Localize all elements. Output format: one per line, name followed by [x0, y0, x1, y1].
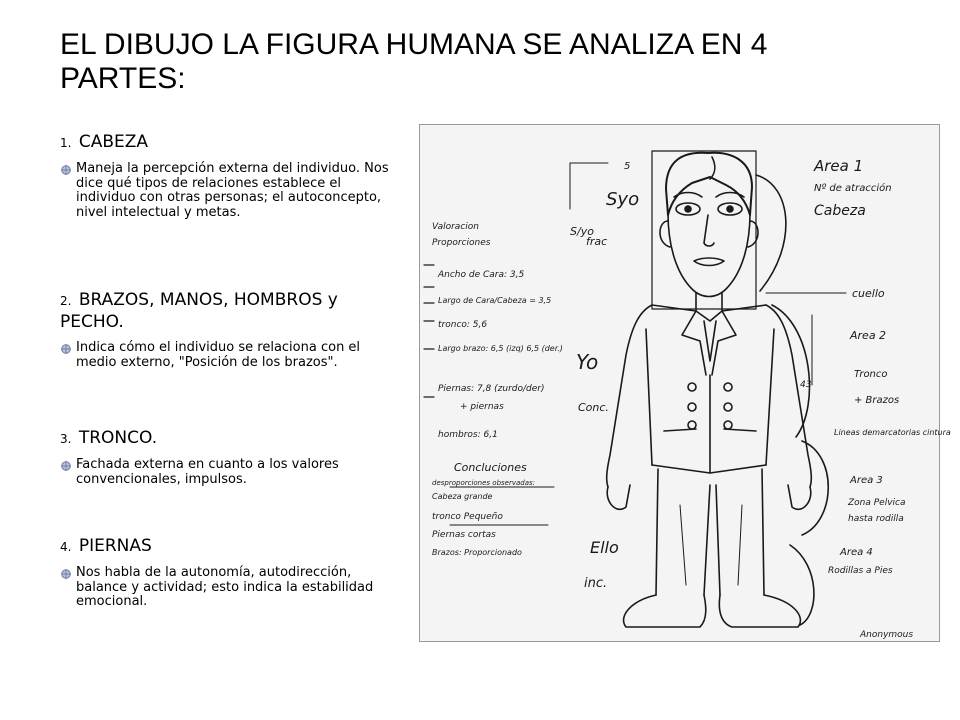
pelvic-bracket	[802, 441, 828, 535]
annotation-m1: Ancho de Cara: 3,5	[438, 270, 525, 280]
annotation-area2-part2: + Brazos	[854, 395, 900, 406]
annotation-m5: Piernas: 7,8 (zurdo/der)	[438, 384, 545, 394]
nose	[704, 215, 714, 246]
section-brazos	[60, 290, 400, 370]
annotation-inc: inc.	[584, 576, 608, 591]
annotation-area1: Area 1	[814, 157, 864, 175]
bullet-text: Maneja la percepción externa del individuo. Nos dice qué tipos de relaciones establece el individuo con otras personas; el autoconcepto, nivel intelectual y metas.	[76, 161, 389, 220]
annotation-area3-part1: Zona Pelvica	[848, 498, 906, 508]
annotation-area1-note: Nº de atracción	[814, 183, 892, 194]
section-number: 4.	[60, 540, 72, 554]
annotation-signature: Anonymous	[860, 630, 914, 640]
annotation-c3: tronco Pequeño	[432, 512, 503, 522]
human-figure-drawing	[419, 124, 951, 642]
legs-bracket	[790, 545, 814, 625]
head-bracket	[756, 175, 786, 291]
annotation-ello: Ello	[590, 538, 619, 557]
bullet-marks	[424, 265, 434, 397]
annotation-valoracion: Valoracion	[432, 222, 479, 232]
section-tronco	[60, 428, 400, 487]
section-title: TRONCO.	[78, 428, 158, 448]
section-number: 2.	[60, 294, 72, 308]
annotation-area3: Area 3	[850, 475, 883, 486]
bullet-text: Indica cómo el individuo se relaciona con el medio externo, "Posición de los brazos".	[76, 340, 361, 370]
section-title: CABEZA	[78, 132, 149, 152]
button	[724, 421, 732, 429]
section-heading	[60, 428, 400, 450]
annotation-syo: Syo	[606, 189, 640, 210]
button	[688, 421, 696, 429]
mouth	[694, 258, 724, 266]
bullet-item	[60, 341, 400, 370]
bullet-marker-icon	[60, 460, 72, 472]
face-outline	[668, 213, 750, 297]
annotation-n5: 5	[624, 161, 631, 172]
annotation-frac: frac	[586, 235, 608, 248]
annotation-m4: Largo brazo: 6,5 (izq) 6,5 (der.)	[438, 344, 563, 353]
annotation-area2-part1: Tronco	[854, 369, 888, 380]
left-shoe	[624, 595, 706, 627]
right-pupil	[727, 206, 733, 212]
drawing-annotations	[432, 157, 951, 640]
annotation-area3-part2: hasta rodilla	[848, 514, 904, 524]
right-hand	[788, 485, 811, 509]
drawing-canvas	[420, 125, 951, 641]
right-shoe	[719, 595, 800, 627]
bullet-text: Nos habla de la autonomía, autodirección, balance y actividad; esto indica la estabilidad emocional.	[76, 565, 374, 609]
annotation-c2: Cabeza grande	[432, 492, 493, 501]
section-piernas	[60, 536, 400, 610]
annotation-conclusiones: Concluciones	[454, 461, 527, 474]
left-pupil	[685, 206, 691, 212]
bullet-text: Fachada externa en cuanto a los valores convencionales, impulsos.	[76, 457, 339, 487]
section-heading	[60, 290, 400, 333]
button	[724, 383, 732, 391]
button	[688, 383, 696, 391]
bullet-item	[60, 458, 400, 487]
left-hand	[607, 485, 630, 509]
annotation-area2: Area 2	[850, 329, 887, 342]
bullet-item	[60, 566, 400, 610]
annotation-m2: Largo de Cara/Cabeza = 3,5	[438, 296, 552, 305]
annotation-m3: tronco: 5,6	[438, 320, 488, 330]
measure-lines	[570, 163, 608, 209]
section-number: 1.	[60, 136, 72, 150]
annotation-lineas: Lineas demarcatorias cintura	[834, 428, 951, 437]
annotation-proporciones: Proporciones	[432, 238, 491, 248]
annotation-m5b: + piernas	[460, 402, 504, 412]
jacket-hem	[652, 465, 766, 473]
annotation-conc: Conc.	[578, 401, 609, 414]
annotation-cuello: cuello	[852, 287, 885, 300]
annotation-c1: desproporciones observadas:	[432, 479, 536, 487]
section-number: 3.	[60, 432, 72, 446]
annotation-c5: Brazos: Proporcionado	[432, 548, 522, 557]
slide-title: EL DIBUJO LA FIGURA HUMANA SE ANALIZA EN 4 PARTES:	[60, 28, 768, 95]
hair-part	[710, 157, 715, 179]
annotation-area1-part: Cabeza	[814, 203, 866, 219]
bullet-marker-icon	[60, 568, 72, 580]
bullet-marker-icon	[60, 343, 72, 355]
button	[724, 403, 732, 411]
legs	[656, 469, 764, 595]
shoulders	[652, 305, 766, 321]
annotation-m6: hombros: 6,1	[438, 430, 498, 440]
annotation-c4: Piernas cortas	[432, 530, 496, 540]
section-title: BRAZOS, MANOS, HOMBROS y PECHO.	[60, 290, 338, 332]
left-arm-outer	[607, 305, 652, 487]
trunk-bracket	[772, 305, 810, 437]
trouser-creases	[680, 505, 742, 585]
section-title: PIERNAS	[78, 536, 152, 556]
bullet-item	[60, 162, 400, 220]
annotation-n43: 43	[800, 380, 812, 390]
tie	[704, 321, 716, 361]
annotation-superyo: S/yo	[570, 225, 594, 238]
section-heading	[60, 132, 400, 154]
annotation-yo: Yo	[576, 350, 599, 374]
bullet-marker-icon	[60, 164, 72, 176]
section-heading	[60, 536, 400, 558]
right-arm-outer	[766, 305, 811, 487]
annotation-area4: Area 4	[840, 547, 873, 558]
section-cabeza	[60, 132, 400, 220]
button	[688, 403, 696, 411]
annotation-area4-part: Rodillas a Pies	[828, 566, 893, 576]
